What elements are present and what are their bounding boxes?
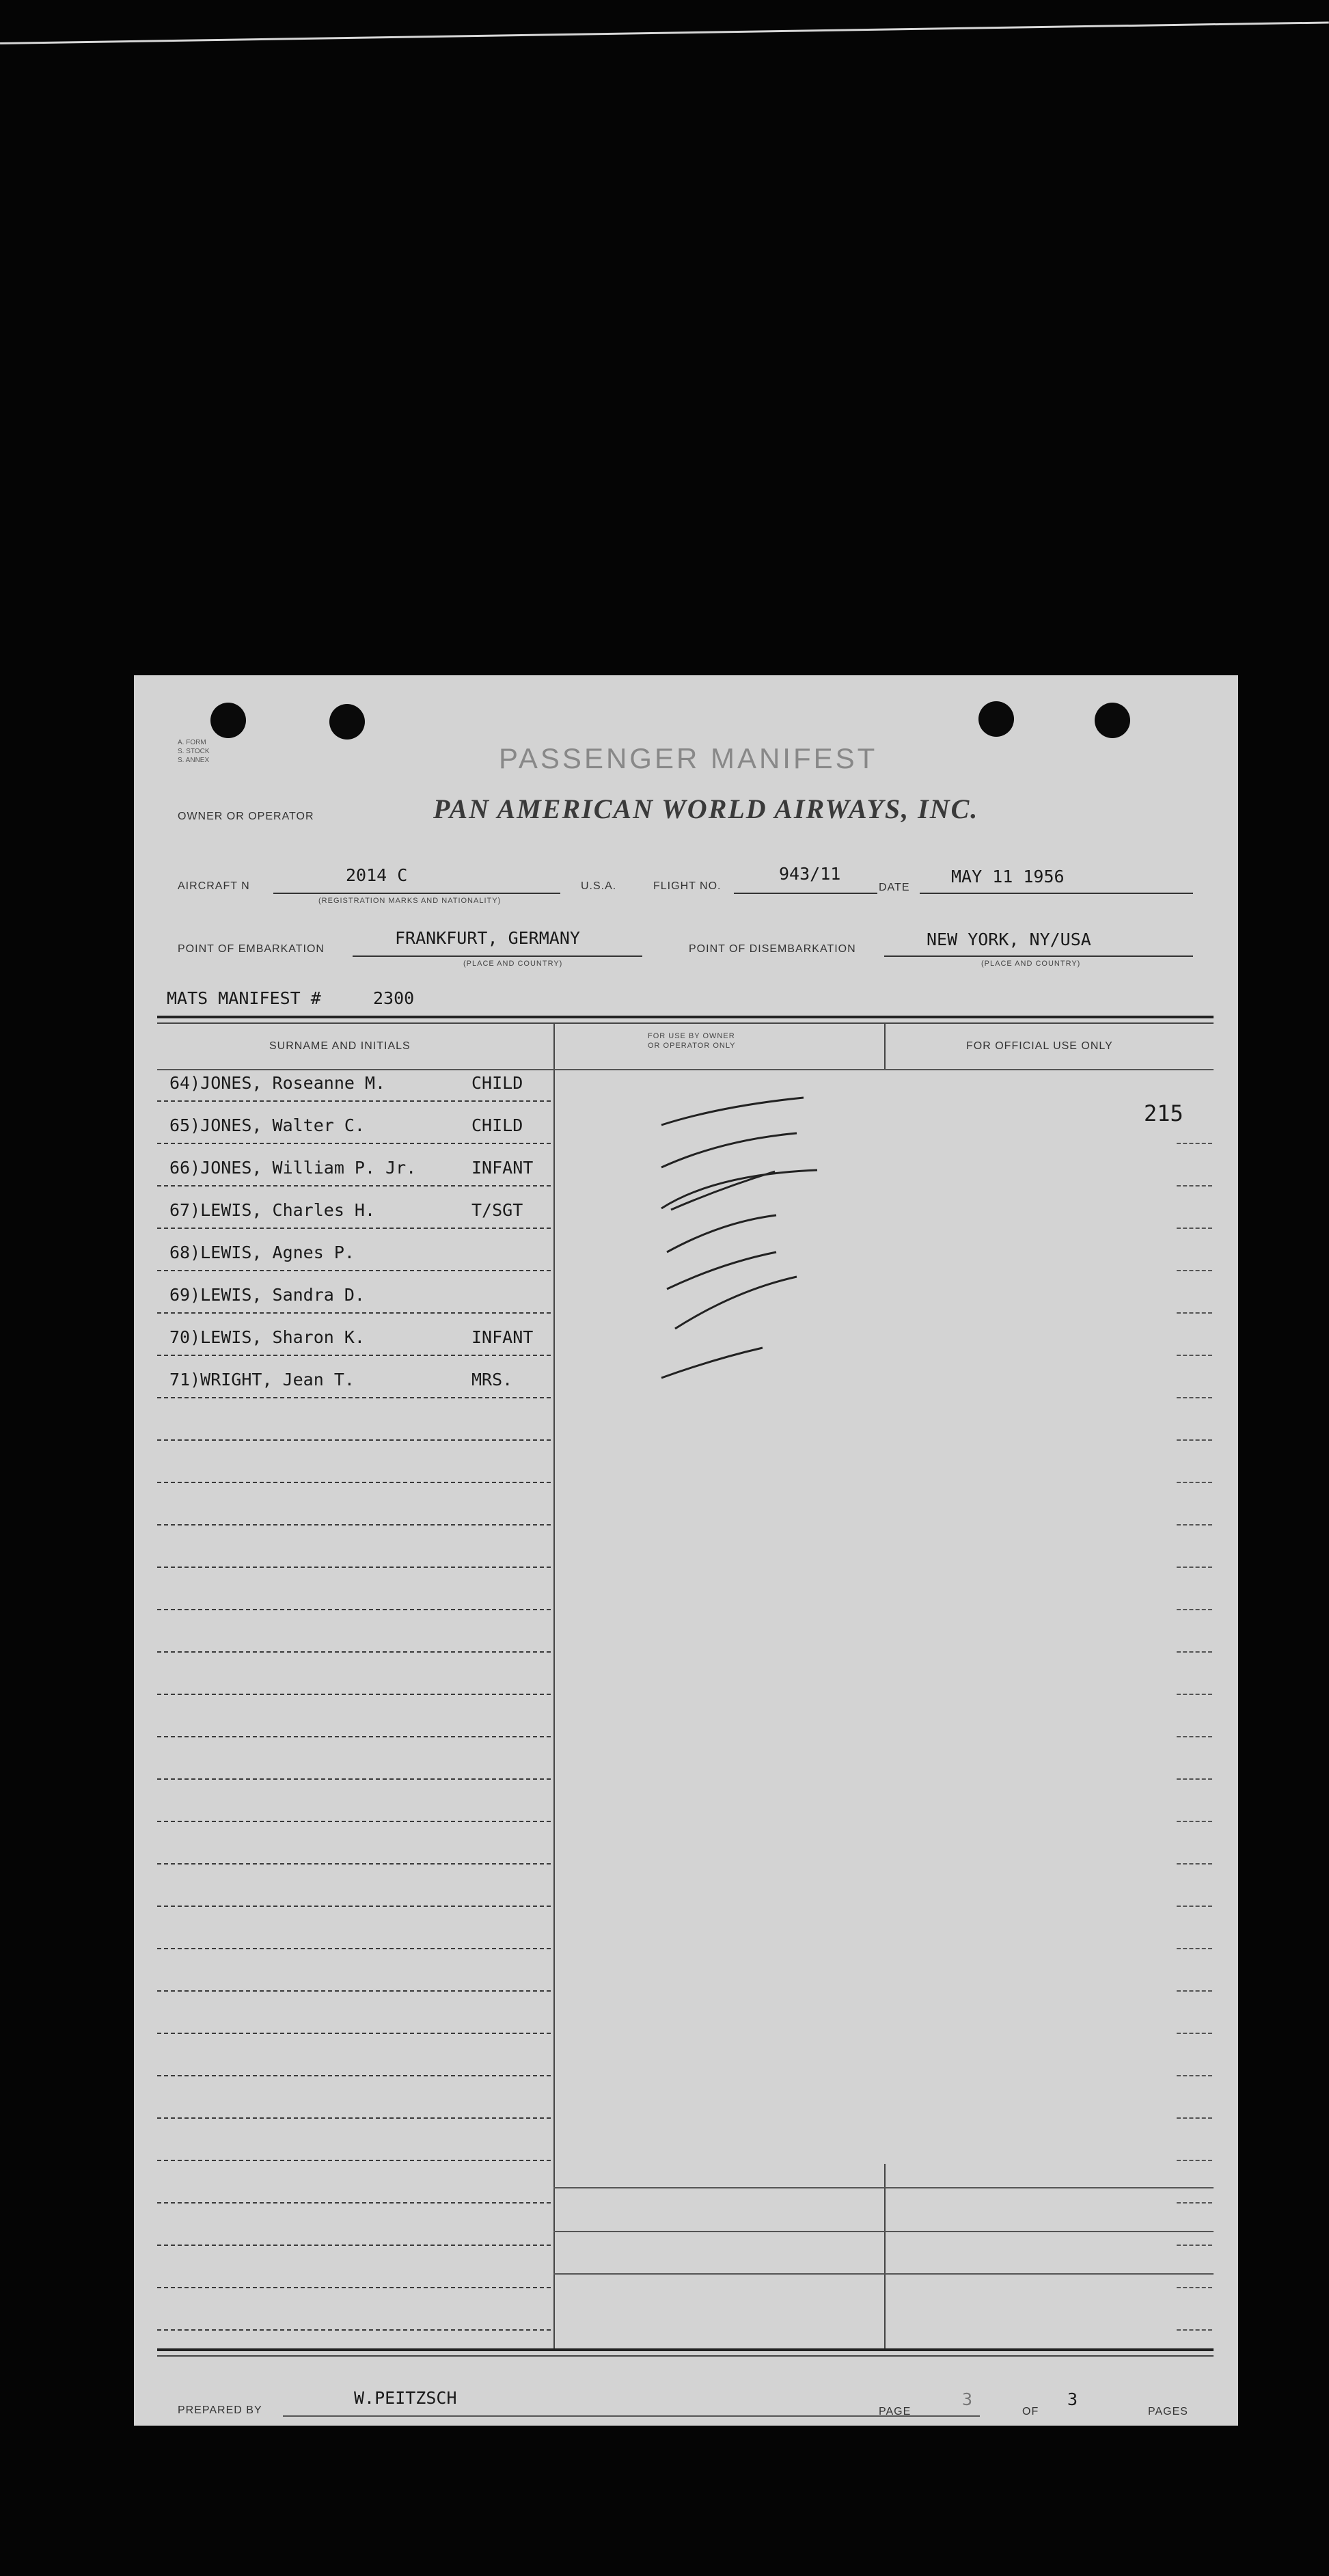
- of-value: 3: [1067, 2389, 1078, 2409]
- row-divider: [157, 1439, 551, 1442]
- disembarkation-sublabel: (PLACE AND COUNTRY): [981, 960, 1081, 968]
- aircraft-sublabel: (REGISTRATION MARKS AND NATIONALITY): [318, 897, 502, 905]
- section-divider: [553, 2187, 1214, 2188]
- official-column-header: FOR OFFICIAL USE ONLY: [966, 1040, 1113, 1052]
- margin-tick: [1177, 1439, 1212, 1442]
- passenger-name: 64)JONES, Roseanne M.: [169, 1073, 386, 1093]
- punch-hole: [329, 704, 365, 740]
- passenger-row: [169, 1115, 365, 1135]
- pen-stroke: [671, 1171, 775, 1210]
- page-value: 3: [962, 2389, 973, 2409]
- pen-strokes: [517, 1058, 831, 1400]
- passenger-name: 68)LEWIS, Agnes P.: [169, 1243, 355, 1262]
- date-value: MAY 11 1956: [951, 867, 1065, 886]
- row-divider: [157, 1736, 551, 1739]
- margin-tick: [1177, 2075, 1212, 2078]
- section-divider: [553, 2273, 1214, 2275]
- margin-tick: [1177, 1778, 1212, 1781]
- pen-stroke: [667, 1215, 776, 1252]
- margin-tick: [1177, 1482, 1212, 1484]
- row-divider: [157, 1397, 551, 1400]
- pages-label: PAGES: [1148, 2406, 1188, 2417]
- margin-tick: [1177, 2245, 1212, 2247]
- section-divider: [553, 2231, 1214, 2232]
- row-divider: [157, 1100, 551, 1103]
- prepared-by-value: W.PEITZSCH: [354, 2388, 457, 2408]
- margin-tick: [1177, 1990, 1212, 1993]
- margin-tick: [1177, 1906, 1212, 1908]
- passenger-name: 65)JONES, Walter C.: [169, 1115, 365, 1135]
- row-divider: [157, 2075, 551, 2078]
- margin-tick: [1177, 2117, 1212, 2120]
- flight-value: 943/11: [779, 864, 841, 884]
- punch-hole: [1095, 703, 1130, 738]
- row-divider: [157, 1821, 551, 1823]
- margin-tick: [1177, 1524, 1212, 1527]
- row-divider: [157, 1990, 551, 1993]
- row-divider: [157, 2245, 551, 2247]
- passenger-name: 69)LEWIS, Sandra D.: [169, 1285, 365, 1305]
- pen-stroke: [661, 1133, 797, 1167]
- stamp-line: S. STOCK: [178, 748, 210, 755]
- flight-label: FLIGHT NO.: [653, 880, 722, 892]
- margin-tick: [1177, 1143, 1212, 1145]
- passenger-category: CHILD: [471, 1115, 523, 1135]
- passenger-name: 70)LEWIS, Sharon K.: [169, 1327, 365, 1347]
- official-number: 215: [1144, 1100, 1183, 1126]
- of-label: OF: [1022, 2406, 1039, 2417]
- passenger-row: [169, 1158, 416, 1178]
- aircraft-value: 2014 C: [346, 865, 408, 885]
- margin-tick: [1177, 1651, 1212, 1654]
- row-divider: [157, 1694, 551, 1696]
- margin-tick: [1177, 1821, 1212, 1823]
- row-divider: [157, 1482, 551, 1484]
- margin-tick: [1177, 1567, 1212, 1569]
- row-divider: [157, 1778, 551, 1781]
- margin-tick: [1177, 1185, 1212, 1188]
- margin-tick: [1177, 1609, 1212, 1612]
- row-divider: [157, 1524, 551, 1527]
- pen-stroke: [675, 1277, 797, 1329]
- owner-label: OWNER OR OPERATOR: [178, 811, 314, 822]
- disembarkation-label: POINT OF DISEMBARKATION: [689, 943, 856, 955]
- punch-hole: [210, 703, 246, 738]
- row-divider: [157, 1906, 551, 1908]
- passenger-category: INFANT: [471, 1327, 534, 1347]
- row-divider: [157, 1143, 551, 1145]
- pen-stroke: [667, 1252, 776, 1289]
- row-divider: [157, 1863, 551, 1866]
- usa-label: U.S.A.: [581, 880, 617, 892]
- row-divider: [157, 1948, 551, 1951]
- prepared-by-label: PREPARED BY: [178, 2404, 262, 2416]
- row-divider: [157, 1355, 551, 1357]
- margin-tick: [1177, 1863, 1212, 1866]
- row-divider: [157, 2287, 551, 2290]
- margin-tick: [1177, 1948, 1212, 1951]
- margin-tick: [1177, 1355, 1212, 1357]
- form-title: PASSENGER MANIFEST: [499, 742, 878, 774]
- pen-stroke: [661, 1098, 804, 1125]
- page-label: PAGE: [879, 2406, 912, 2417]
- embarkation-label: POINT OF EMBARKATION: [178, 943, 325, 955]
- margin-tick: [1177, 1270, 1212, 1273]
- row-divider: [157, 1567, 551, 1569]
- owner-column-header-line1: FOR USE BY OWNER: [648, 1032, 735, 1040]
- passenger-row: [169, 1327, 365, 1347]
- pen-stroke: [661, 1348, 763, 1378]
- row-divider: [157, 2033, 551, 2035]
- margin-tick: [1177, 2033, 1212, 2035]
- margin-tick: [1177, 1694, 1212, 1696]
- passenger-row: [169, 1370, 355, 1389]
- margin-tick: [1177, 1312, 1212, 1315]
- date-label: DATE: [879, 882, 910, 893]
- disembarkation-value: NEW YORK, NY/USA: [927, 930, 1091, 949]
- passenger-name: 71)WRIGHT, Jean T.: [169, 1370, 355, 1389]
- row-divider: [157, 2117, 551, 2120]
- passenger-row: [169, 1073, 385, 1093]
- margin-tick: [1177, 2202, 1212, 2205]
- margin-tick: [1177, 2329, 1212, 2332]
- margin-tick: [1177, 2287, 1212, 2290]
- stamp-line: A. FORM: [178, 739, 206, 746]
- manifest-sheet: [134, 675, 1238, 2426]
- margin-tick: [1177, 1736, 1212, 1739]
- row-divider: [157, 1185, 551, 1188]
- surname-column-header: SURNAME AND INITIALS: [269, 1040, 411, 1052]
- mats-manifest-label: MATS MANIFEST #: [167, 988, 321, 1008]
- row-divider: [157, 2202, 551, 2205]
- punch-hole: [978, 701, 1014, 737]
- row-divider: [157, 1651, 551, 1654]
- passenger-name: 67)LEWIS, Charles H.: [169, 1200, 376, 1220]
- margin-tick: [1177, 1397, 1212, 1400]
- row-divider: [157, 1609, 551, 1612]
- top-edge-line: [0, 21, 1329, 44]
- margin-tick: [1177, 1228, 1212, 1230]
- row-divider: [157, 1228, 551, 1230]
- mats-manifest-value: 2300: [373, 988, 415, 1008]
- row-divider: [157, 1312, 551, 1315]
- row-divider: [157, 2329, 551, 2332]
- form-stamp: [178, 738, 210, 765]
- embarkation-sublabel: (PLACE AND COUNTRY): [463, 960, 563, 968]
- passenger-category: CHILD: [471, 1073, 523, 1093]
- passenger-row: [169, 1243, 355, 1262]
- pen-stroke: [661, 1170, 817, 1208]
- margin-tick: [1177, 2160, 1212, 2163]
- embarkation-value: FRANKFURT, GERMANY: [395, 928, 580, 948]
- passenger-name: 66)JONES, William P. Jr.: [169, 1158, 417, 1178]
- row-divider: [157, 1270, 551, 1273]
- owner-column-header-line2: OR OPERATOR ONLY: [648, 1042, 736, 1050]
- stamp-line: S. ANNEX: [178, 757, 210, 764]
- passenger-row: [169, 1285, 365, 1305]
- passenger-category: T/SGT: [471, 1200, 523, 1220]
- aircraft-label: AIRCRAFT N: [178, 880, 250, 892]
- passenger-row: [169, 1200, 375, 1220]
- carrier-name: PAN AMERICAN WORLD AIRWAYS, INC.: [433, 794, 979, 824]
- row-divider: [157, 2160, 551, 2163]
- passenger-category: MRS.: [471, 1370, 513, 1389]
- passenger-category: INFANT: [471, 1158, 534, 1178]
